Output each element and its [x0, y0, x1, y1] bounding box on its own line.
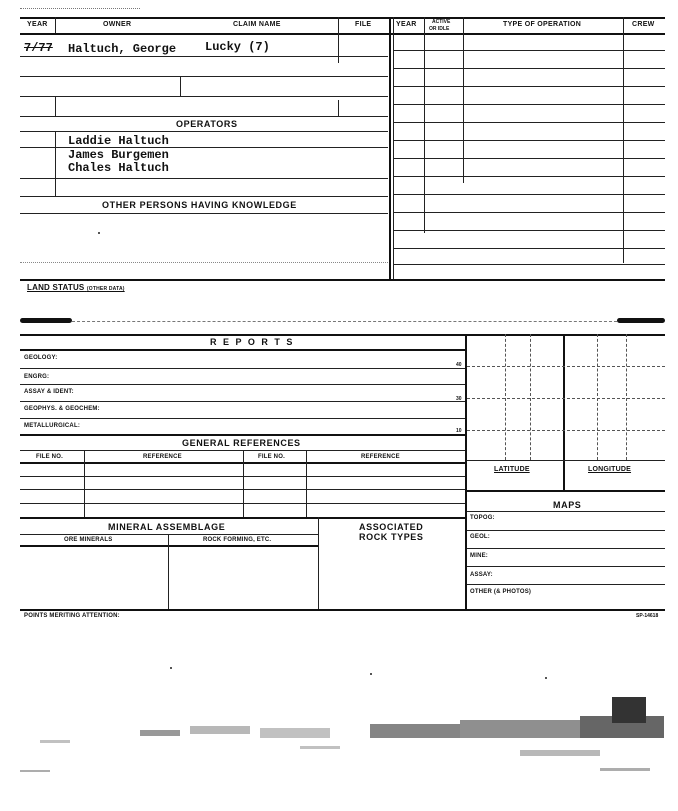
col-sep — [55, 131, 56, 196]
header-year-2: YEAR — [396, 21, 417, 28]
header-claim-name: CLAIM NAME — [233, 21, 281, 28]
longitude-label: LONGITUDE — [588, 466, 632, 473]
ref-col-file-no-1: FILE NO. — [36, 454, 63, 460]
header-top-rule — [20, 17, 665, 19]
separator-mark-right — [617, 318, 665, 323]
scan-speck — [170, 667, 172, 669]
report-geophys: GEOPHYS. & GEOCHEM: — [24, 406, 100, 412]
map-other: OTHER (& PHOTOS) — [470, 589, 532, 595]
row-line — [20, 517, 465, 519]
header-bottom-rule — [20, 33, 665, 35]
mineral-assemblage-title: MINERAL ASSEMBLAGE — [108, 522, 226, 532]
col-sep — [424, 33, 425, 233]
col-sep — [306, 450, 307, 517]
row-line — [467, 566, 665, 567]
row-line — [20, 489, 465, 490]
header-owner: OWNER — [103, 21, 132, 28]
form-number: SP-14618 — [636, 613, 659, 619]
grid-line — [467, 430, 665, 431]
row-line — [394, 212, 665, 213]
col-sep — [318, 517, 319, 609]
row-line — [20, 262, 388, 263]
reports-title: R E P O R T S — [210, 337, 295, 347]
report-metallurgical: METALLURGICAL: — [24, 423, 81, 429]
scan-top-edge — [20, 8, 140, 9]
col-sep — [463, 33, 464, 183]
row-line — [20, 116, 388, 117]
main-divider-inner — [393, 17, 394, 279]
col-sep — [623, 17, 624, 33]
ref-col-reference-2: REFERENCE — [361, 454, 400, 460]
map-mine: MINE: — [470, 553, 488, 559]
row-line — [20, 434, 465, 436]
entry-claim: Lucky (7) — [205, 40, 270, 54]
header-crew: CREW — [632, 21, 655, 28]
col-sep — [338, 100, 339, 116]
associated-title: ASSOCIATED — [359, 522, 424, 532]
col-sep — [338, 17, 339, 33]
scan-noise — [0, 680, 678, 810]
grid-line — [530, 334, 531, 460]
reports-right-divider — [465, 334, 467, 609]
row-line — [20, 213, 388, 214]
scan-speck — [98, 232, 100, 234]
other-persons-title: OTHER PERSONS HAVING KNOWLEDGE — [102, 200, 297, 210]
col-sep — [55, 17, 56, 33]
col-sep — [623, 33, 624, 263]
row-line — [20, 476, 465, 477]
row-line — [467, 530, 665, 531]
grid-line — [467, 366, 665, 367]
row-line — [20, 368, 465, 369]
grid-line — [467, 460, 665, 461]
row-line — [394, 122, 665, 123]
row-line — [394, 248, 665, 249]
row-line — [394, 158, 665, 159]
report-geology: GEOLOGY: — [24, 355, 58, 361]
upper-section-bottom — [20, 279, 665, 281]
row-line — [20, 401, 465, 402]
row-line — [20, 178, 388, 179]
map-topog: TOPOG: — [470, 515, 495, 521]
row-line — [394, 264, 665, 265]
col-sep — [243, 450, 244, 517]
map-geol: GEOL: — [470, 534, 490, 540]
row-line — [394, 194, 665, 195]
operator-1: Laddie Haltuch — [68, 134, 169, 148]
row-line — [20, 131, 388, 132]
ref-col-reference-1: REFERENCE — [143, 454, 182, 460]
ref-col-file-no-2: FILE NO. — [258, 454, 285, 460]
row-line — [394, 104, 665, 105]
maps-title: MAPS — [553, 500, 582, 510]
row-line — [20, 503, 465, 504]
reports-top-rule — [20, 334, 665, 336]
header-file: FILE — [355, 21, 372, 28]
header-type-of-operation: TYPE OF OPERATION — [503, 21, 582, 28]
report-assay: ASSAY & IDENT: — [24, 389, 74, 395]
margin-number-10: 10 — [456, 428, 462, 434]
grid-line — [563, 334, 565, 490]
grid-line — [597, 334, 598, 460]
row-line — [394, 230, 665, 231]
row-line — [394, 50, 665, 51]
row-line — [20, 196, 388, 197]
row-line — [467, 490, 665, 492]
row-line — [20, 349, 465, 351]
separator-line — [72, 321, 617, 322]
col-sep — [84, 450, 85, 517]
col-sep — [168, 534, 169, 609]
row-line — [394, 86, 665, 87]
col-sep — [424, 17, 425, 33]
header-or-idle: OR IDLE — [429, 26, 450, 32]
operators-title: OPERATORS — [176, 119, 238, 129]
row-line — [20, 56, 388, 57]
map-assay: ASSAY: — [470, 572, 493, 578]
separator-mark-left — [20, 318, 72, 323]
rock-types-title: ROCK TYPES — [359, 532, 424, 542]
row-line — [394, 176, 665, 177]
margin-number-30: 30 — [456, 396, 462, 402]
row-line — [20, 418, 465, 419]
row-line — [394, 68, 665, 69]
grid-line — [467, 398, 665, 399]
header-year: YEAR — [27, 21, 48, 28]
grid-line — [505, 334, 506, 460]
scan-speck — [370, 673, 372, 675]
row-line — [467, 511, 665, 512]
row-line — [20, 534, 318, 535]
latitude-label: LATITUDE — [494, 466, 530, 473]
scan-speck — [545, 677, 547, 679]
margin-number-40: 40 — [456, 362, 462, 368]
row-line — [20, 76, 388, 77]
ore-minerals-label: ORE MINERALS — [64, 537, 113, 543]
general-references-title: GENERAL REFERENCES — [182, 438, 301, 448]
row-line — [467, 548, 665, 549]
row-line — [20, 384, 465, 385]
report-engrg: ENGRG: — [24, 374, 50, 380]
col-sep — [55, 96, 56, 116]
rock-forming-label: ROCK FORMING, ETC. — [203, 537, 272, 543]
row-line — [20, 545, 318, 547]
row-line — [467, 584, 665, 585]
operator-2: James Burgemen — [68, 148, 169, 162]
entry-owner: Haltuch, George — [68, 42, 177, 56]
col-sep — [463, 17, 464, 33]
row-line — [394, 140, 665, 141]
row-line — [20, 96, 388, 97]
header-active: ACTIVE — [432, 19, 451, 25]
col-sep — [180, 76, 181, 96]
col-sep — [338, 33, 339, 63]
operator-3: Chales Haltuch — [68, 161, 169, 175]
points-meriting-attention: POINTS MERITING ATTENTION: — [24, 613, 120, 619]
grid-line — [626, 334, 627, 460]
land-status-title: LAND STATUS (OTHER DATA) — [27, 283, 125, 292]
main-divider — [389, 17, 391, 279]
footer-rule — [20, 609, 665, 611]
entry-year: 7/77 — [24, 41, 53, 55]
